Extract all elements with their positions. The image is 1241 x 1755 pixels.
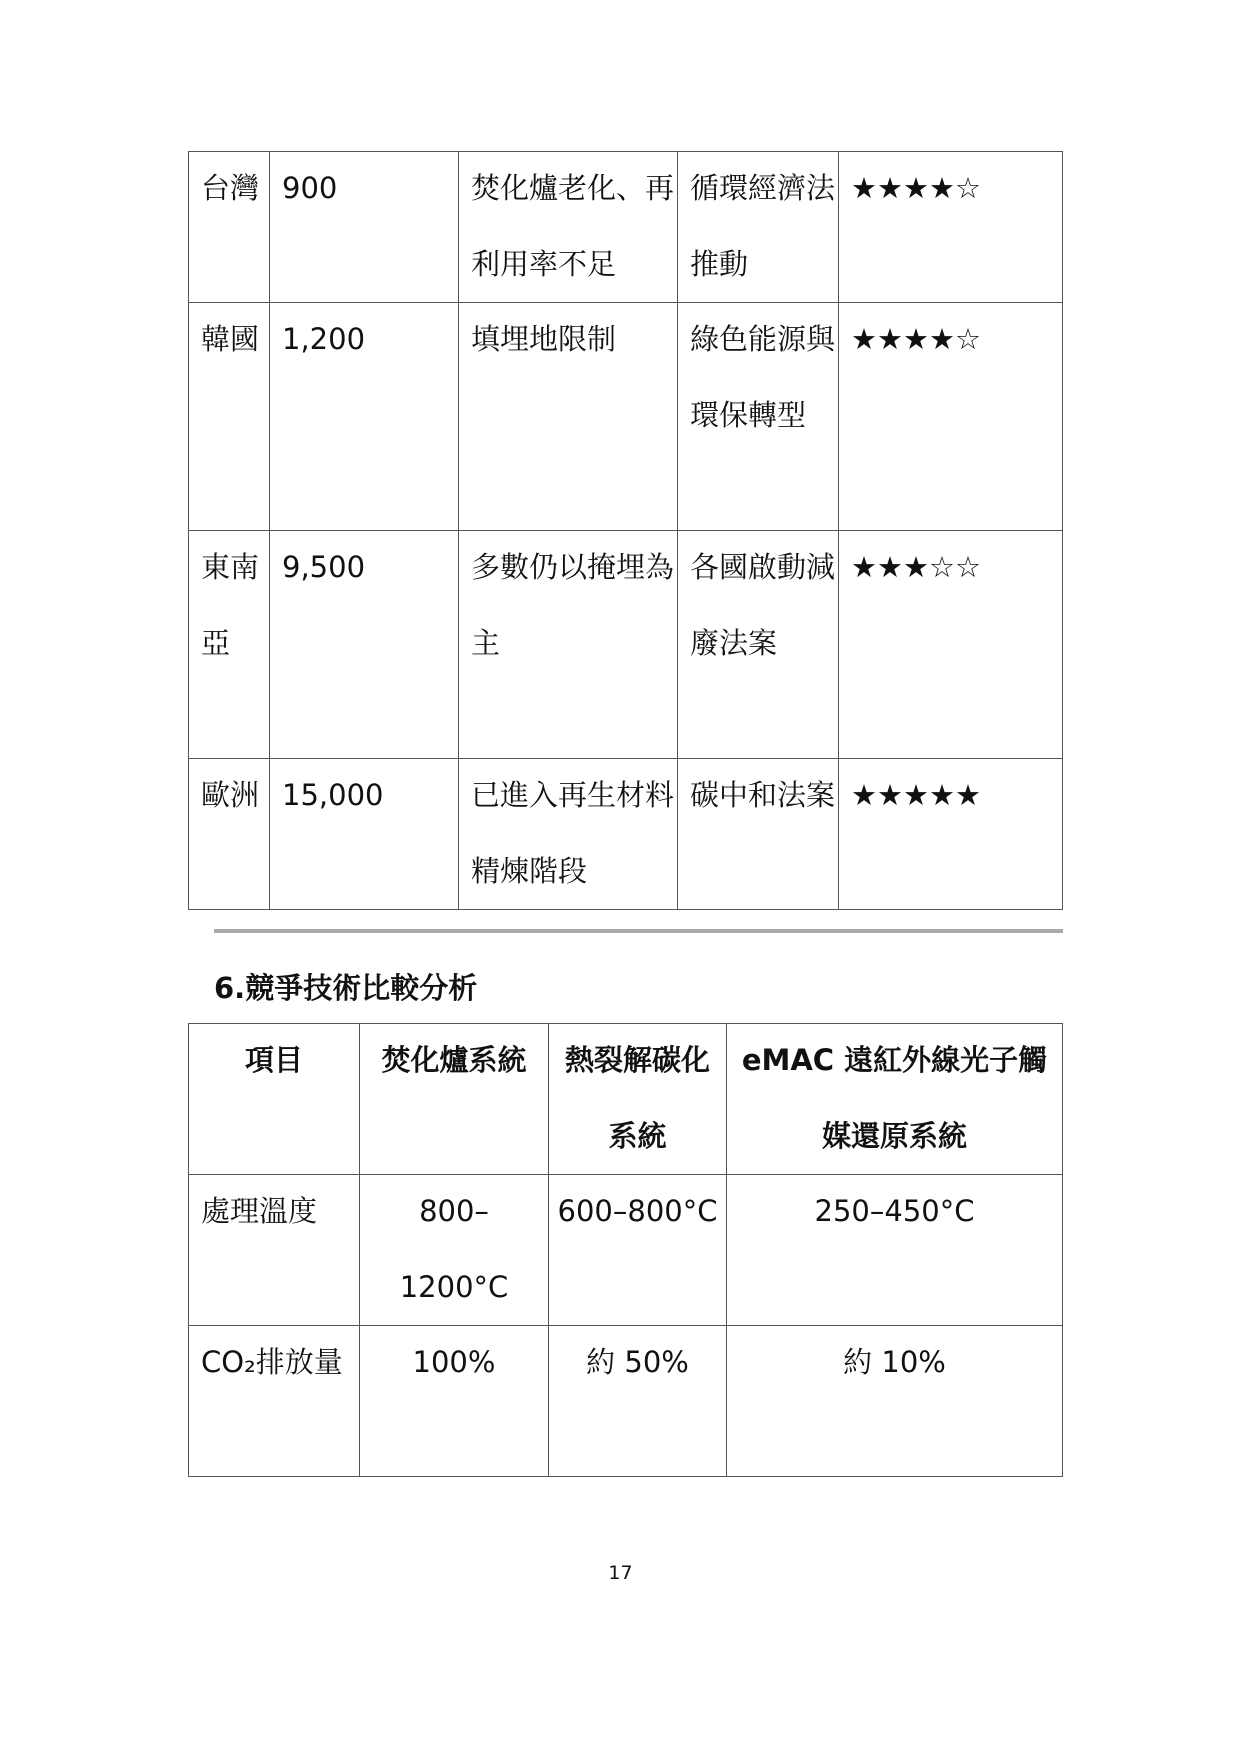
column-header: 焚化爐系統 — [360, 1024, 549, 1175]
volume-cell: 1,200 — [270, 303, 459, 531]
header-row — [189, 1024, 1063, 1175]
rating-cell: ★★★★☆ — [839, 303, 1063, 531]
policy-cell: 各國啟動減廢法案 — [678, 531, 839, 759]
volume-cell: 900 — [270, 152, 459, 303]
item-cell: 處理溫度 — [189, 1175, 360, 1326]
policy-cell: 碳中和法案 — [678, 759, 839, 910]
challenge-cell: 已進入再生材料精煉階段 — [459, 759, 678, 910]
technology-comparison-table — [188, 1023, 1063, 1477]
column-header: 熱裂解碳化系統 — [549, 1024, 727, 1175]
volume-cell: 15,000 — [270, 759, 459, 910]
region-comparison-table — [188, 151, 1063, 910]
policy-cell: 綠色能源與環保轉型 — [678, 303, 839, 531]
page-number: 17 — [608, 1562, 633, 1584]
value-cell: 800–1200°C — [360, 1175, 549, 1326]
policy-cell: 循環經濟法推動 — [678, 152, 839, 303]
value-cell: 250–450°C — [727, 1175, 1063, 1326]
region-cell: 東南亞 — [189, 531, 270, 759]
column-header: 項目 — [189, 1024, 360, 1175]
table-row — [189, 303, 1063, 531]
rating-cell: ★★★★★ — [839, 759, 1063, 910]
table-row — [189, 1175, 1063, 1326]
item-cell: CO₂排放量 — [189, 1326, 360, 1477]
region-cell: 韓國 — [189, 303, 270, 531]
rating-cell: ★★★★☆ — [839, 152, 1063, 303]
region-cell: 歐洲 — [189, 759, 270, 910]
challenge-cell: 多數仍以掩埋為主 — [459, 531, 678, 759]
table-row — [189, 152, 1063, 303]
value-cell: 100% — [360, 1326, 549, 1477]
rating-cell: ★★★☆☆ — [839, 531, 1063, 759]
table-row — [189, 531, 1063, 759]
challenge-cell: 填埋地限制 — [459, 303, 678, 531]
value-cell: 600–800°C — [549, 1175, 727, 1326]
section-title: 6.競爭技術比較分析 — [214, 971, 478, 1005]
section-divider — [214, 929, 1063, 933]
column-header: eMAC 遠紅外線光子觸媒還原系統 — [727, 1024, 1063, 1175]
volume-cell: 9,500 — [270, 531, 459, 759]
value-cell: 約 10% — [727, 1326, 1063, 1477]
value-cell: 約 50% — [549, 1326, 727, 1477]
region-cell: 台灣 — [189, 152, 270, 303]
table-row — [189, 1326, 1063, 1477]
table-row — [189, 759, 1063, 910]
challenge-cell: 焚化爐老化、再利用率不足 — [459, 152, 678, 303]
